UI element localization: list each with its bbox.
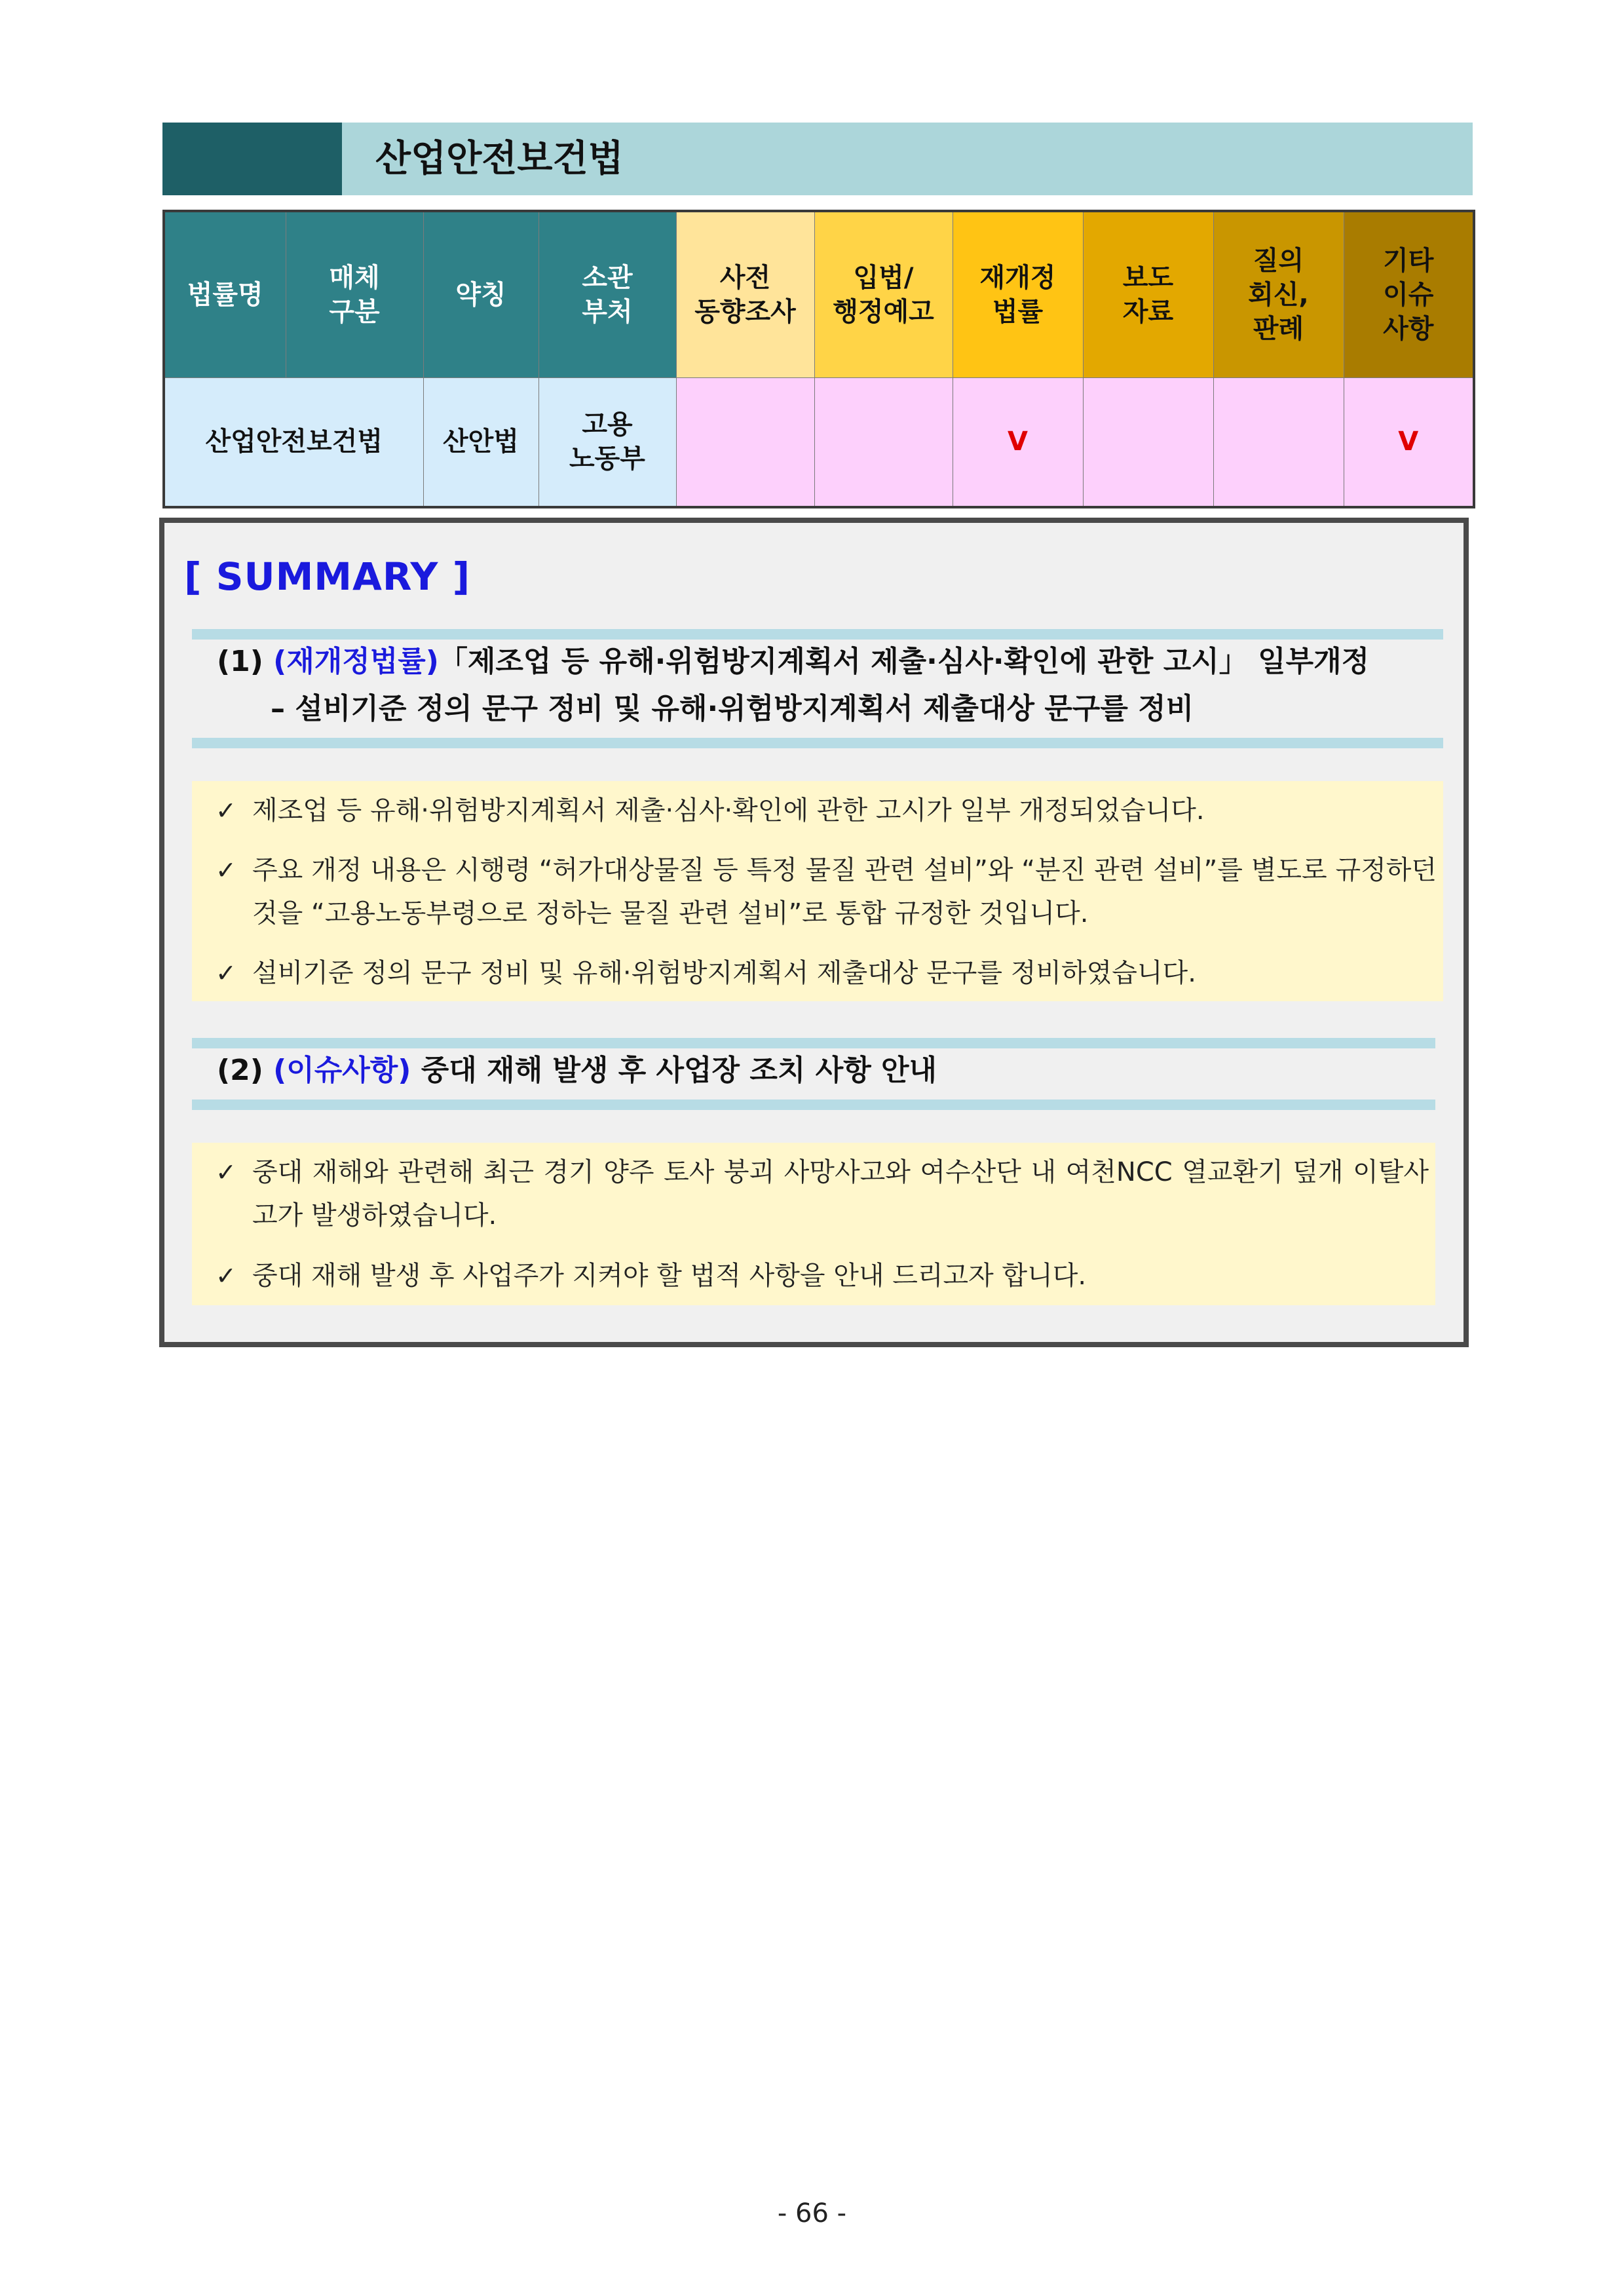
title-accent-block [162, 123, 342, 195]
table-row [164, 377, 1474, 507]
cell-pre-survey [676, 377, 814, 507]
cell-other-issues-mark: V [1344, 377, 1474, 507]
check-icon: ✓ [216, 959, 236, 987]
cell-press-release [1083, 377, 1213, 507]
section-1-heading: 「제조업 등 유해·위험방지계획서 제출·심사·확인에 관한 고시」 일부개정 [438, 645, 1370, 678]
law-table [162, 210, 1475, 508]
summary-heading: [ SUMMARY ] [184, 554, 471, 599]
section-2-number: (2) [217, 1054, 263, 1087]
section-1-subtitle: – 설비기준 정의 문구 정비 및 유해·위험방지계획서 제출대상 문구를 정비 [271, 692, 1194, 725]
list-item: ✓ 설비기준 정의 문구 정비 및 유해·위험방지계획서 제출대상 문구를 정비하였습니다. [216, 951, 1437, 995]
header-ministry: 소관 부처 [538, 211, 676, 377]
list-item: ✓ 제조업 등 유해·위험방지계획서 제출·심사·확인에 관한 고시가 일부 개정되었습니다. [216, 789, 1437, 832]
check-icon: ✓ [216, 1158, 236, 1187]
cell-legislative-notice [814, 377, 953, 507]
page-number: - 66 - [777, 2198, 847, 2229]
header-inquiry: 질의 회신, 판례 [1213, 211, 1344, 377]
header-law-name: 법률명 [164, 211, 286, 377]
section-1-number: (1) [217, 645, 263, 678]
summary-box [159, 518, 1469, 1347]
section-1-tag: (재개정법률) [273, 645, 439, 678]
page-title: 산업안전보건법 [375, 138, 624, 180]
section-2-notes [192, 1143, 1435, 1305]
cell-ministry: 고용 노동부 [538, 377, 676, 507]
header-amended-law: 재개정 법률 [953, 211, 1083, 377]
header-legislative-notice: 입법/ 행정예고 [814, 211, 953, 377]
cell-abbreviation: 산안법 [423, 377, 538, 507]
check-icon: ✓ [216, 1261, 236, 1290]
section-2-heading: 중대 재해 발생 후 사업장 조치 사항 안내 [421, 1054, 937, 1087]
list-item: ✓ 중대 재해 발생 후 사업주가 지켜야 할 법적 사항을 안내 드리고자 합니다. [216, 1254, 1429, 1297]
table-header-row [164, 211, 1474, 377]
cell-law-name: 산업안전보건법 [164, 377, 423, 507]
cell-amended-law-mark: V [953, 377, 1083, 507]
header-other-issues: 기타 이슈 사항 [1344, 211, 1474, 377]
list-item: ✓ 중대 재해와 관련해 최근 경기 양주 토사 붕괴 사망사고와 여수산단 내 여천NCC 열교환기 덮개 이탈사고가 발생하였습니다. [216, 1151, 1429, 1237]
header-abbreviation: 약칭 [423, 211, 538, 377]
section-1-title [192, 638, 1443, 733]
title-banner [162, 123, 1473, 195]
header-pre-survey: 사전 동향조사 [676, 211, 814, 377]
header-media-type: 매체 구분 [286, 211, 423, 377]
check-icon: ✓ [216, 856, 236, 885]
section-1-bottom-bar [192, 738, 1443, 748]
cell-inquiry [1213, 377, 1344, 507]
section-1-notes [192, 781, 1443, 1001]
section-2-bottom-bar [192, 1100, 1435, 1110]
section-2-tag: (이슈사항) [273, 1054, 411, 1087]
header-press-release: 보도 자료 [1083, 211, 1213, 377]
section-2-title [192, 1047, 1435, 1094]
check-icon: ✓ [216, 796, 236, 825]
list-item: ✓ 주요 개정 내용은 시행령 “허가대상물질 등 특정 물질 관련 설비”와 “분진 관련 설비”를 별도로 규정하던 것을 “고용노동부령으로 정하는 물질 관련 설비”로 통합 규정한 것입니다. [216, 849, 1437, 935]
